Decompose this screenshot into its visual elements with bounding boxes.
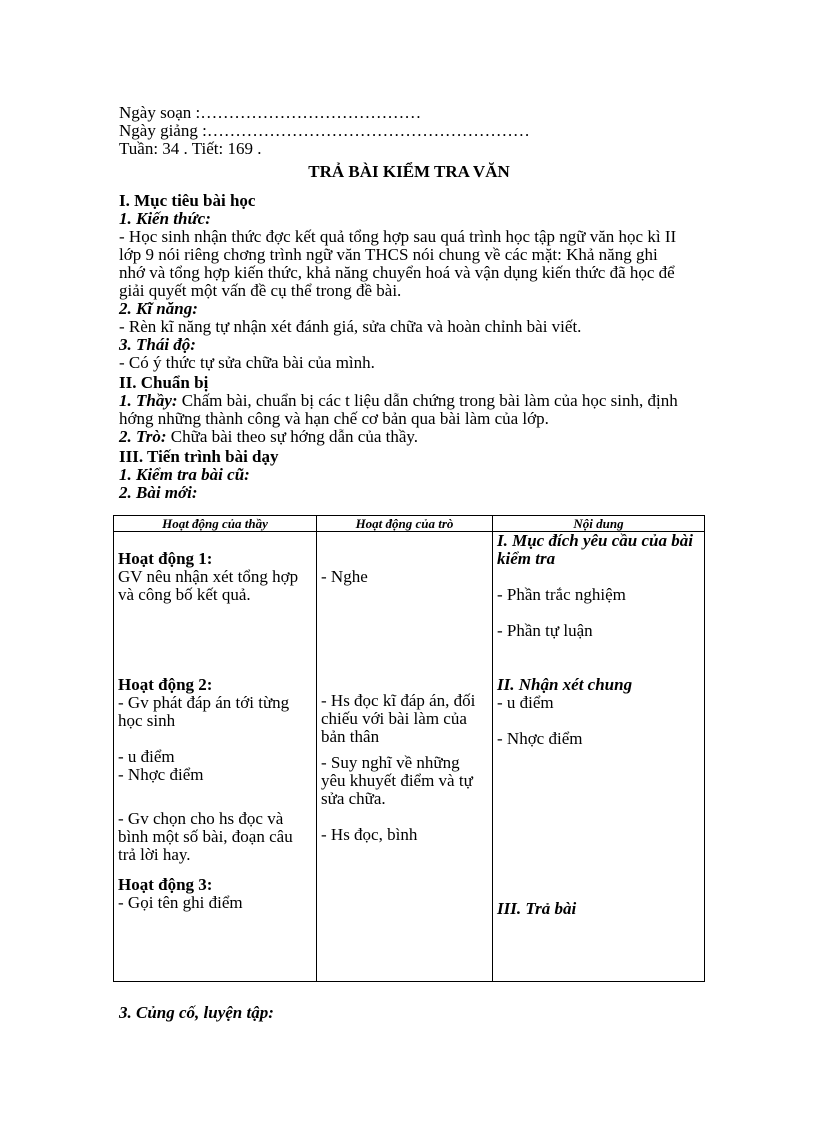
header-teacher: Hoạt động của thầy	[114, 516, 317, 532]
ki-nang-text: - Rèn kĩ năng tự nhận xét đánh giá, sửa chữa và hoàn chỉnh bài viết.	[119, 317, 582, 336]
kiem-tra-heading: 1. Kiểm tra bài cũ:	[119, 465, 250, 484]
tuan-tiet: Tuần: 34 . Tiết: 169 .	[119, 139, 262, 158]
header-content: Nội dung	[493, 516, 705, 532]
thay-paragraph	[119, 392, 684, 428]
section1-heading: I. Mục tiêu bài học	[119, 191, 256, 210]
cung-co-heading: 3. Củng cố, luyện tập:	[119, 1003, 274, 1022]
student-s2: - Hs đọc kĩ đáp án, đối chiếu với bài làm của bản thân	[321, 691, 476, 746]
ngay-giang: Ngày giảng :…………………………………………………	[119, 121, 530, 140]
thai-do-heading: 3. Thái độ:	[119, 335, 196, 354]
hd1-text: GV nêu nhận xét tổng hợp và công bố kết quả.	[118, 567, 299, 604]
table-header-row	[114, 516, 705, 532]
thay-text: Chấm bài, chuẩn bị các t liệu dẫn chứng trong bài làm của học sinh, định hớng những thành công và hạn chế cơ bản qua bài làm của lớp.	[119, 391, 678, 428]
student-s1: - Nghe	[321, 567, 368, 586]
kien-thuc-text: - Học sinh nhận thức đợc kết quả tổng hợp sau quá trình học tập ngữ văn học kì II lớp 9 nói riêng chơng trình ngữ văn THCS nói chung về các mặt: Khả năng ghi nhớ và tổng hợp kiến thức, khả năng chuyển hoá và vận dụng kiến thức đã học để giải quyết một vấn đề cụ thể trong đề bài.	[119, 227, 677, 300]
hd2-text2: - Gv chọn cho hs đọc và bình một số bài, đoạn câu trả lời hay.	[118, 809, 293, 864]
content-c1-b: - Phần tự luận	[497, 621, 593, 640]
lesson-plan	[119, 104, 699, 502]
content-c2-title: II. Nhận xét chung	[497, 675, 633, 694]
content-c3-title: III. Trả bài	[497, 899, 577, 918]
teacher-nhuoc-diem: - Nhợc điểm	[118, 765, 204, 784]
header-student: Hoạt động của trò	[317, 516, 493, 532]
hd2-text: - Gv phát đáp án tới từng học sinh	[118, 693, 290, 730]
content-c2-b: - Nhợc điểm	[497, 729, 583, 748]
tro-text: Chữa bài theo sự hớng dẫn của thầy.	[166, 427, 419, 446]
section2-heading: II. Chuẩn bị	[119, 373, 209, 392]
page-title: TRẢ BÀI KIỂM TRA VĂN	[308, 162, 510, 181]
kien-thuc-heading: 1. Kiến thức:	[119, 209, 211, 228]
section3-heading: III. Tiến trình bài dạy	[119, 447, 279, 466]
table-row	[114, 532, 705, 982]
tro-label: 2. Trò:	[119, 427, 167, 446]
content-c1-title: I. Mục đích yêu cầu của bài kiểm tra	[497, 531, 693, 568]
teacher-uu-diem: - u điểm	[118, 747, 175, 766]
ki-nang-heading: 2. Kĩ năng:	[119, 299, 198, 318]
student-s4: - Hs đọc, bình	[321, 825, 418, 844]
student-cell	[317, 532, 493, 982]
hd3-text: - Gọi tên ghi điểm	[118, 893, 243, 912]
hd2-title: Hoạt động 2:	[118, 675, 213, 694]
bai-moi-heading: 2. Bài mới:	[119, 483, 198, 502]
thay-label: 1. Thầy:	[119, 391, 178, 410]
content-c2-a: - u điểm	[497, 693, 554, 712]
activity-table	[113, 515, 705, 982]
content-cell	[493, 532, 705, 982]
content-c1-a: - Phần trắc nghiệm	[497, 585, 626, 604]
teacher-cell	[114, 532, 317, 982]
hd3-title: Hoạt động 3:	[118, 875, 213, 894]
thai-do-text: - Có ý thức tự sửa chữa bài của mình.	[119, 353, 375, 372]
tro-paragraph	[119, 428, 699, 446]
student-s3: - Suy nghĩ về những yêu khuyết điểm và tự sửa chữa.	[321, 753, 473, 808]
ngay-soan: Ngày soạn :…………………………………	[119, 103, 422, 122]
hd1-title: Hoạt động 1:	[118, 549, 213, 568]
